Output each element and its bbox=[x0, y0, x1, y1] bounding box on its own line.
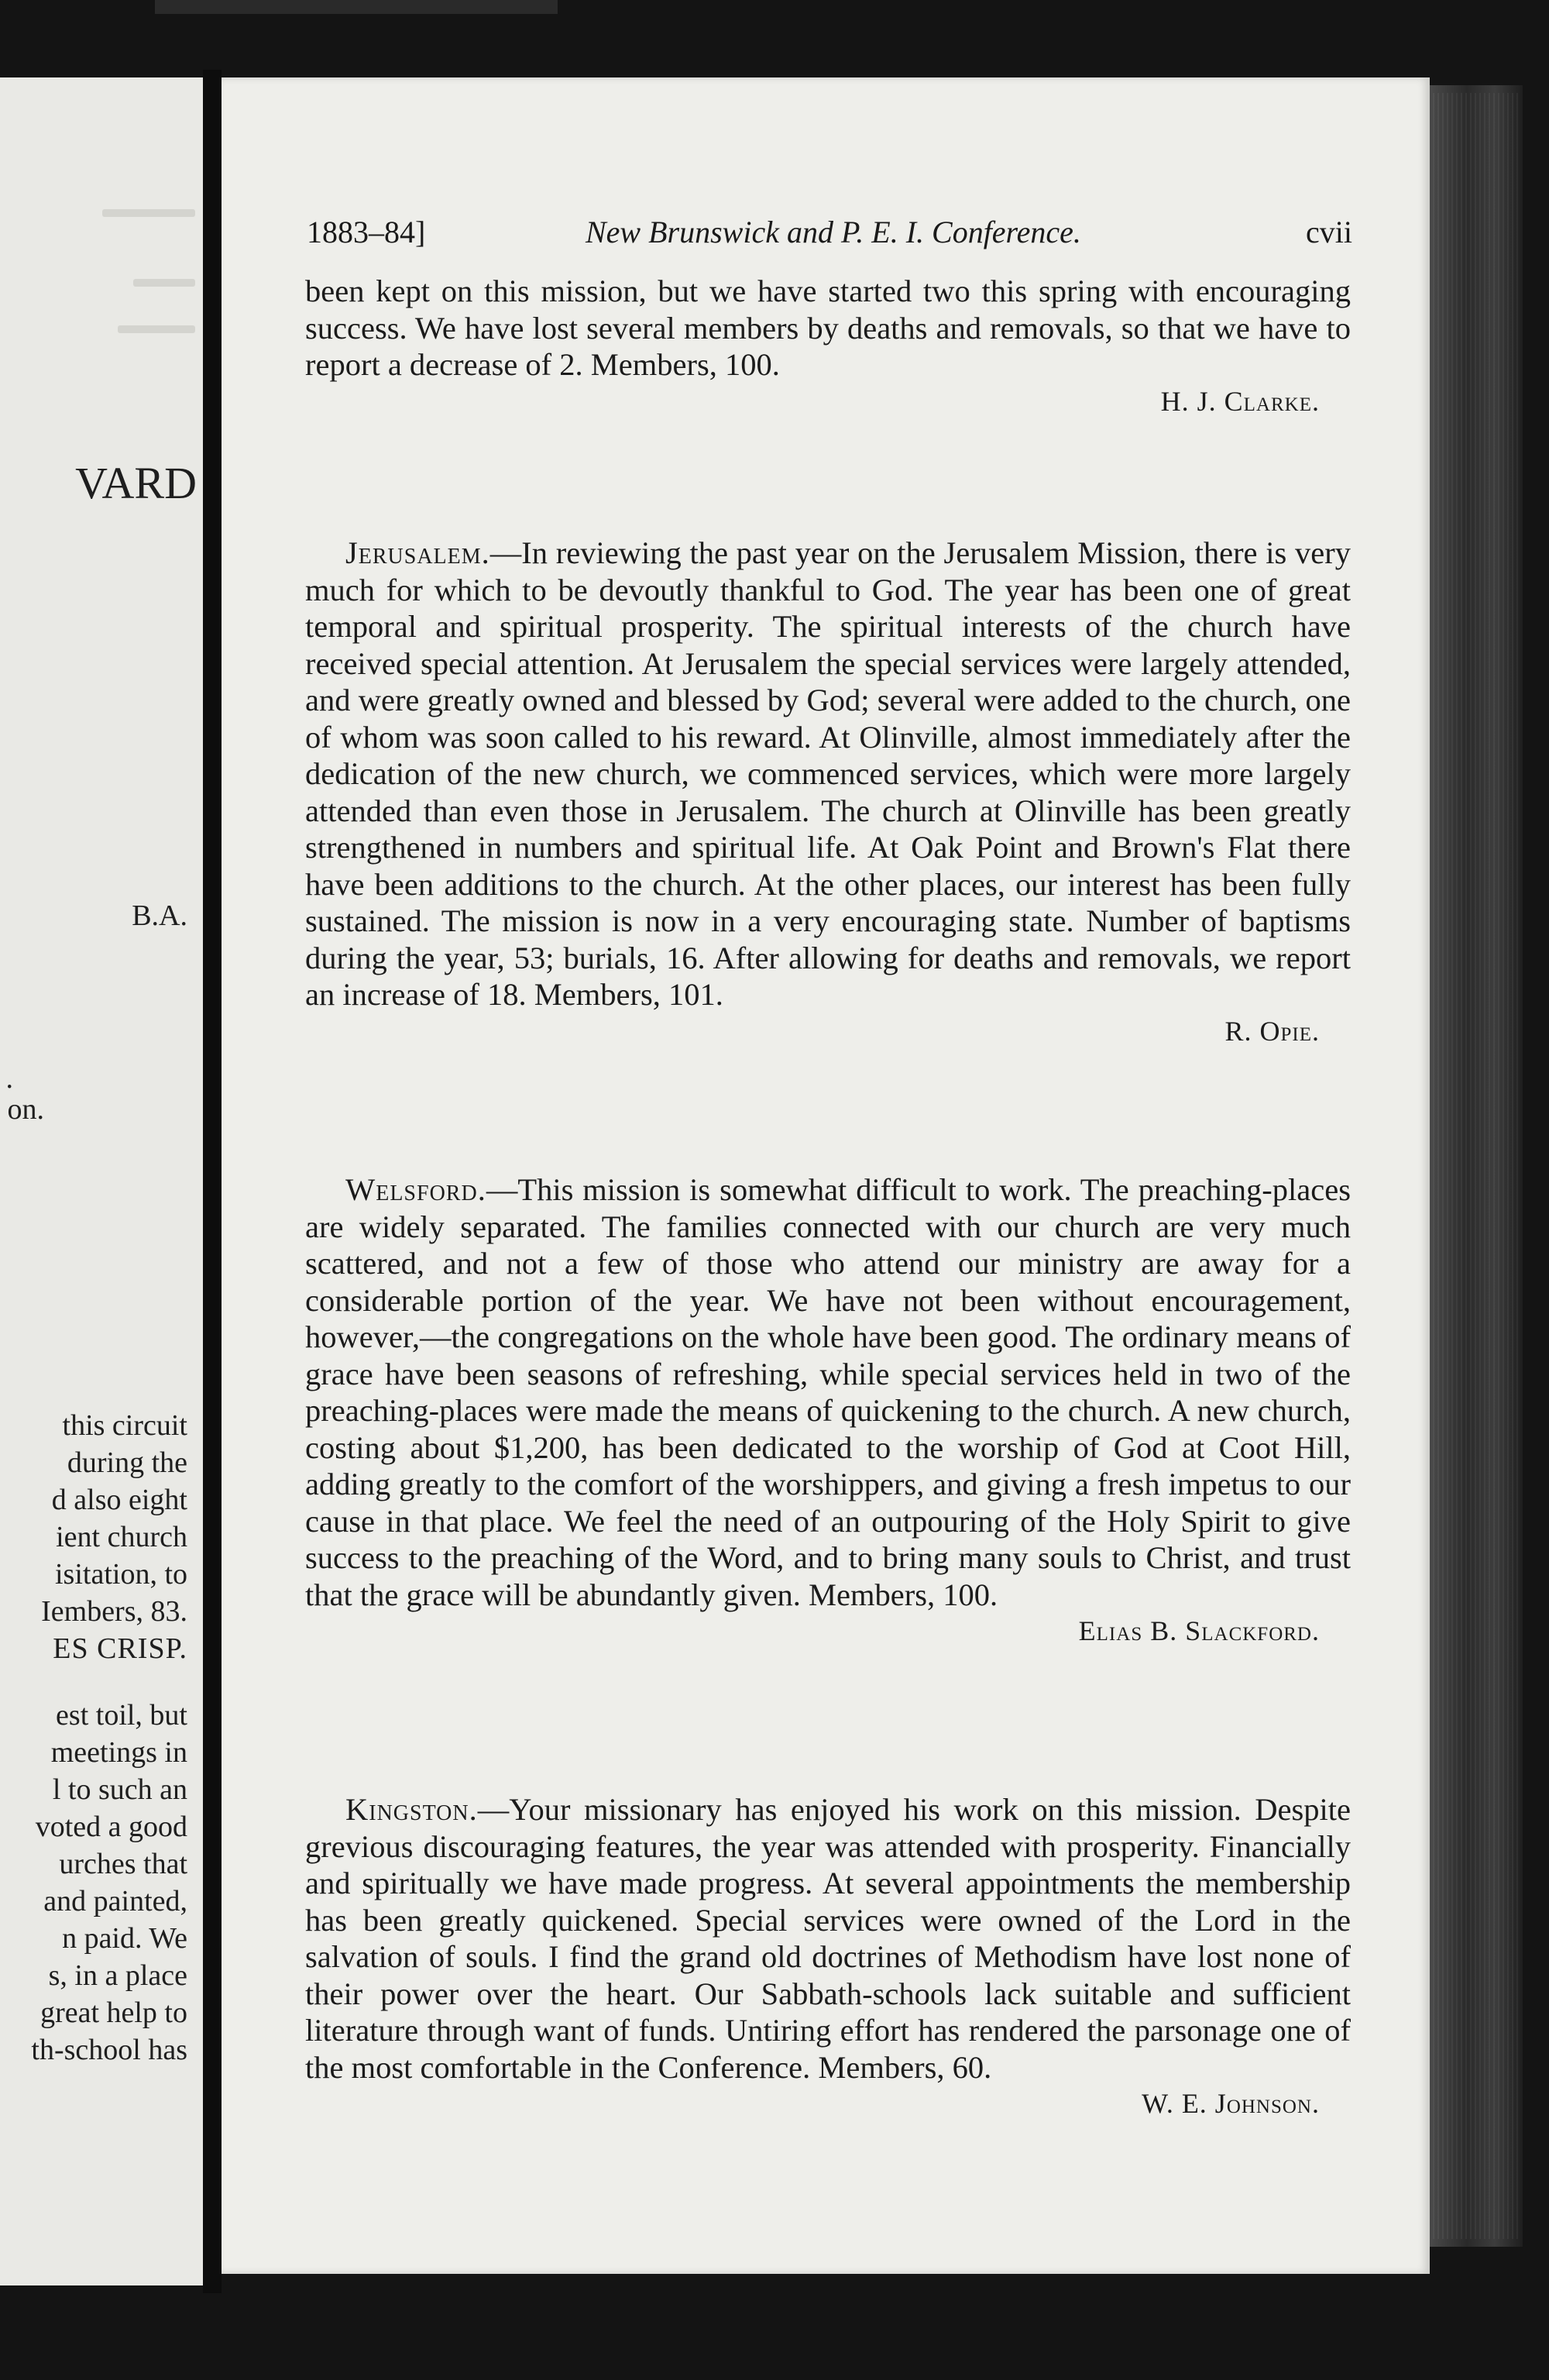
left-page-line: s, in a place bbox=[48, 1959, 187, 1992]
left-page-line: during the bbox=[67, 1446, 187, 1479]
faded-text-line bbox=[133, 279, 195, 287]
welsford-signature: Elias B. Slackford. bbox=[1078, 1615, 1320, 1646]
scan-top-shadow bbox=[155, 0, 558, 14]
left-page-line: l to such an bbox=[52, 1773, 187, 1806]
left-page-line: on. bbox=[7, 1093, 44, 1126]
left-page-line: and painted, bbox=[43, 1885, 187, 1917]
jerusalem-heading: Jerusalem. bbox=[345, 535, 490, 570]
left-page-line: est toil, but bbox=[56, 1699, 187, 1732]
left-page-line: ient church bbox=[56, 1521, 187, 1553]
faded-text-line bbox=[102, 209, 195, 217]
header-title: New Brunswick and P. E. I. Conference. bbox=[586, 215, 1081, 249]
header-years: 1883–84] bbox=[307, 215, 426, 249]
left-page-line: Iembers, 83. bbox=[41, 1595, 187, 1628]
left-page-line: voted a good bbox=[35, 1811, 187, 1843]
left-page-line: great help to bbox=[40, 1997, 187, 2029]
left-page-signature: ES CRISP. bbox=[53, 1632, 187, 1665]
report-intro bbox=[305, 273, 1351, 420]
jerusalem-signature: R. Opie. bbox=[1224, 1015, 1320, 1047]
left-page-line: isitation, to bbox=[55, 1558, 187, 1591]
welsford-heading: Welsford. bbox=[345, 1172, 486, 1207]
left-page-line: n paid. We bbox=[62, 1922, 187, 1955]
intro-paragraph: been kept on this mission, but we have started two this spring with encouraging success. We have lost several members by deaths and removals, so that we have to report a decrease of 2. Members, 100. bbox=[305, 273, 1351, 382]
report-kingston bbox=[305, 1791, 1351, 2123]
left-page-line: d also eight bbox=[51, 1484, 187, 1516]
kingston-signature: W. E. Johnson. bbox=[1142, 2088, 1320, 2119]
report-welsford bbox=[305, 1171, 1351, 1650]
welsford-text: —This mission is somewhat difficult to work. The preaching-places are widely separated. The families connected with our church are very much scattered, and not a few of those who attend our ministry are away for a considerable portion of the year. We have not been without encouragement, however,—the congregations on the whole have been good. The ordinary means of grace have been seasons of refreshing, while special services held in two of the preaching-places were made the means of quickening to the church. A new church, costing about $1,200, has been dedicated to the worship of God at Coot Hill, adding greatly to the comfort of the worshippers, and giving a fresh impetus to our cause in that place. We feel the need of an outpouring of the Holy Spirit to give success to the preaching of the Word, and to bring many souls to Christ, and trust that the grace will be abundantly given. Members, 100. bbox=[305, 1172, 1351, 1612]
left-page-line: this circuit bbox=[62, 1409, 187, 1442]
report-jerusalem bbox=[305, 535, 1351, 1050]
intro-signature: H. J. Clarke. bbox=[1160, 385, 1320, 417]
left-page-line: VARD bbox=[75, 458, 197, 508]
left-page-line: th-school has bbox=[31, 2034, 187, 2066]
running-header bbox=[307, 214, 1352, 260]
left-page-line: . bbox=[5, 1062, 13, 1095]
page-number: cvii bbox=[1306, 215, 1352, 249]
jerusalem-text: —In reviewing the past year on the Jerusalem Mission, there is very much for which to be devoutly thankful to God. The year has been one of great temporal and spiritual prosperity. The spiritual interests of the church have received special attention. At Jerusalem the special services were largely attended, and were greatly owned and blessed by God; several were added to the church, one of whom was soon called to his reward. At Olinville, almost immediately after the dedication of the new church, we commenced services, which were more largely attended than even those in Jerusalem. The church at Olinville has been greatly strengthened in numbers and spiritual life. At Oak Point and Brown's Flat there have been additions to the church. At the other places, our interest has been fully sustained. The mission is now in a very encouraging state. Number of baptisms during the year, 53; burials, 16. After allowing for deaths and removals, we report an increase of 18. Members, 101. bbox=[305, 535, 1351, 1012]
book-gutter bbox=[203, 70, 222, 2293]
kingston-paragraph bbox=[305, 1791, 1351, 2086]
left-page-line: B.A. bbox=[132, 899, 187, 932]
left-page-line: urches that bbox=[59, 1848, 187, 1880]
welsford-paragraph bbox=[305, 1171, 1351, 1613]
kingston-heading: Kingston. bbox=[345, 1792, 478, 1827]
left-page-line: meetings in bbox=[50, 1736, 187, 1769]
kingston-text: —Your missionary has enjoyed his work on this mission. Despite grevious discouraging features, the year was attended with prosperity. Financially and spiritually we have made progress. At several appointments the membership has been greatly quickened. Special services were owned of the Lord in the salvation of souls. I find the grand old doctrines of Methodism have lost none of their power over the heart. Our Sabbath-schools lack suitable and sufficient literature through want of funds. Untiring effort has rendered the parsonage one of the most comfortable in the Conference. Members, 60. bbox=[305, 1792, 1351, 2085]
main-page bbox=[222, 77, 1430, 2274]
jerusalem-paragraph bbox=[305, 535, 1351, 1013]
faded-text-line bbox=[118, 325, 195, 333]
page-edge-texture bbox=[1433, 93, 1518, 2239]
left-facing-page bbox=[0, 77, 203, 2285]
